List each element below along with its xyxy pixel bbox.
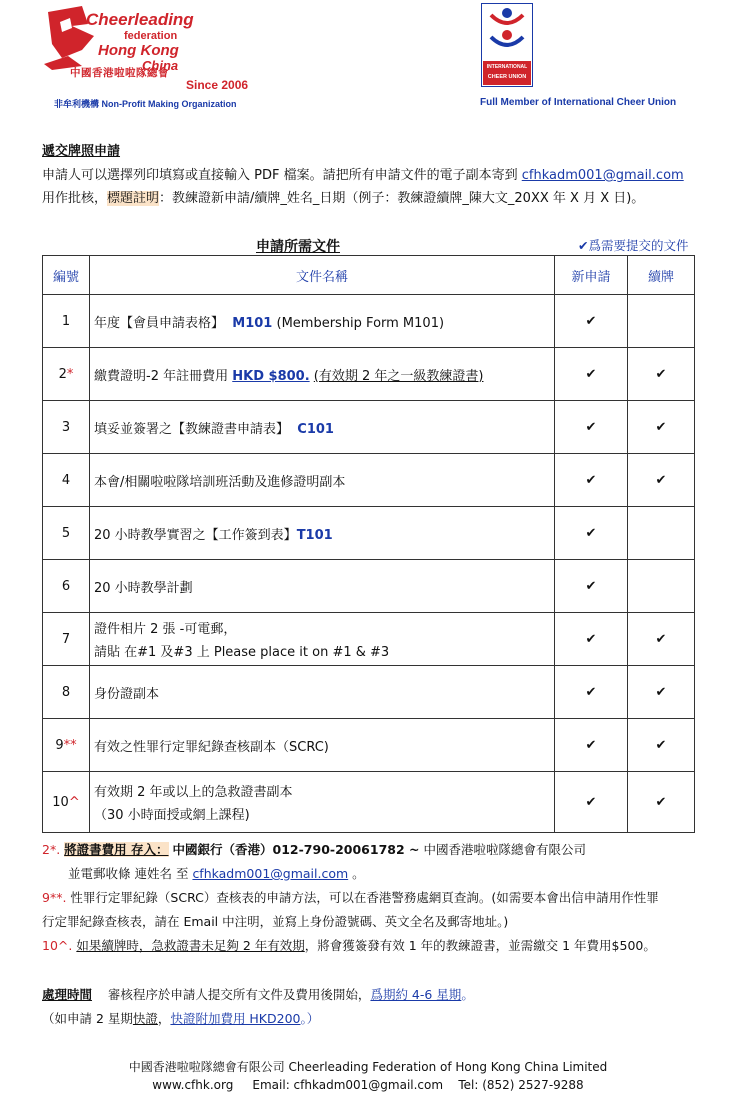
form-code: C101: [297, 421, 334, 437]
row-number: 4: [61, 472, 71, 488]
row-name: 本會/相關啦啦隊培訓班活動及進修證明副本: [94, 474, 346, 490]
footer-company: 中國香港啦啦隊總會有限公司 Cheerleading Federation of Hong Kong China Limited: [128, 1060, 608, 1074]
table-row: [43, 666, 695, 719]
form-code: M101: [232, 315, 273, 331]
check-icon: ✔: [655, 794, 667, 810]
table-row: [43, 454, 695, 507]
row-number: 5: [61, 525, 71, 541]
processing-line-2: [42, 1009, 319, 1027]
note-marker: 9**.: [42, 890, 67, 905]
row-number: 1: [61, 313, 71, 329]
check-icon: ✔: [585, 578, 597, 594]
row-number: 7: [61, 631, 71, 647]
note-9-line2: [42, 912, 508, 930]
processing-line-1: [42, 985, 474, 1003]
row-name-extra: (有效期 2 年之一級教練證書): [313, 368, 484, 384]
table-row: [43, 348, 695, 401]
intro-line-1: [42, 164, 684, 183]
intro-text-2a: 用作批核，: [42, 191, 108, 206]
org-en-line1: Cheerleading: [86, 10, 194, 29]
check-icon: ✔: [585, 631, 597, 647]
nonprofit-label: 非牟利機構 Non-Profit Making Organization: [54, 99, 237, 109]
note-marker: 2*.: [42, 842, 61, 857]
org-zh-name: 中國香港啦啦隊總會: [70, 67, 169, 79]
note-text: ，將會獲簽發有效 1 年的教練證書，並需繳交 1 年費用$500。: [304, 938, 656, 953]
org-en-line4: China: [142, 58, 179, 73]
note-text: 。: [352, 866, 365, 881]
footnote-mark: **: [63, 737, 77, 753]
table-row: [43, 507, 695, 560]
row-number: 6: [61, 578, 71, 594]
row-name-line2: 請貼 在#1 及#3 上 Please place it on #1 & #3: [94, 645, 390, 660]
check-icon: ✔: [585, 366, 597, 382]
table-header-row: [43, 256, 695, 295]
icu-badge-line1: INTERNATIONAL: [486, 64, 528, 70]
note-2-line2: [68, 864, 365, 882]
table-row: [43, 613, 695, 666]
intro-text-2b: ：教練證新申請/續牌_姓名_日期（例子：教練證續牌_陳大文_20XX 年 X 月 X 日)。: [159, 191, 645, 206]
check-icon: ✔: [585, 472, 597, 488]
row-number: 3: [61, 419, 71, 435]
bank-account: 中國銀行（香港）012-790-20061782 ~: [172, 842, 420, 857]
check-icon: ✔: [655, 737, 667, 753]
express-fee: 快證附加費用 HKD200: [170, 1011, 301, 1026]
row-name-extra: (Membership Form M101): [276, 315, 445, 331]
row-number: 8: [61, 684, 71, 700]
processing-text: ，: [157, 1011, 171, 1026]
col-header-name: 文件名稱: [90, 256, 555, 295]
footnote-mark: *: [66, 366, 74, 382]
row-name: 20 小時教學實習之【工作簽到表】: [94, 527, 297, 543]
check-icon: ✔: [585, 737, 597, 753]
check-icon: ✔: [585, 313, 597, 329]
org-en-line3: Hong Kong: [98, 42, 179, 59]
note-text-underlined: 如果續牌時，急救證書未足夠 2 年有效期: [76, 938, 305, 953]
row-number: 10: [52, 794, 69, 810]
express-label: 快證: [132, 1011, 158, 1026]
check-icon: ✔: [655, 366, 667, 382]
row-name: 有效期 2 年或以上的急救證書副本: [94, 785, 293, 800]
row-name: 有效之性罪行定罪紀錄查核副本（SCRC): [94, 739, 329, 755]
row-name: 年度【會員申請表格】: [94, 315, 225, 331]
table-row: [43, 401, 695, 454]
table-row: [43, 719, 695, 772]
full-member-label: Full Member of International Cheer Union: [480, 97, 677, 108]
subject-highlight: 標題註明: [107, 191, 160, 206]
deposit-label: 將證書費用 存入：: [64, 842, 169, 857]
section-title: 遞交牌照申請: [42, 144, 121, 159]
footer-email[interactable]: Email: cfhkadm001@gmail.com: [252, 1078, 444, 1092]
table-row: [43, 560, 695, 613]
note-10: [42, 936, 656, 954]
email-link[interactable]: cfhkadm001@gmail.com: [521, 168, 684, 183]
processing-title: 處理時間: [42, 987, 93, 1002]
row-name: 證件相片 2 張 -可電郵，: [94, 622, 237, 637]
processing-text: 。: [461, 987, 474, 1002]
form-code: T101: [296, 527, 333, 543]
note-2: [42, 840, 586, 858]
email-link[interactable]: cfhkadm001@gmail.com: [192, 866, 349, 881]
check-icon: ✔: [655, 472, 667, 488]
intro-text-1: 申請人可以選擇列印填寫或直接輸入 PDF 檔案。請把所有申請文件的電子副本寄到: [42, 168, 518, 183]
check-icon: ✔: [585, 525, 597, 541]
table-row: [43, 295, 695, 348]
row-name: 填妥並簽署之【教練證書申請表】: [94, 421, 290, 437]
check-icon: ✔: [585, 684, 597, 700]
row-number: 9: [55, 737, 64, 753]
since-label: Since 2006: [186, 78, 249, 92]
row-name: 繳費證明-2 年註冊費用: [94, 368, 229, 384]
org-en-line2: federation: [124, 30, 178, 42]
check-icon: ✔: [585, 419, 597, 435]
processing-period: 爲期約 4-6 星期: [370, 987, 462, 1002]
col-header-no: 編號: [43, 256, 90, 295]
company-name: 中國香港啦啦隊總會有限公司: [423, 842, 586, 857]
footnote-mark: ^: [68, 794, 80, 810]
table-title: 申請所需文件: [256, 239, 340, 255]
check-icon: ✔: [655, 631, 667, 647]
icu-logo: [481, 3, 533, 87]
note-text: 並電郵收條 連姓名 至: [68, 866, 189, 881]
processing-text: 審核程序於申請人提交所有文件及費用後開始，: [107, 987, 371, 1002]
note-text: 行定罪紀錄查核表，請在 Email 中注明，並寫上身份證號碼、英文全名及郵寄地址。): [42, 914, 509, 929]
check-icon: ✔: [585, 794, 597, 810]
footer-tel: Tel: (852) 2527-9288: [458, 1078, 584, 1092]
fee-amount: HKD $800.: [232, 368, 310, 384]
intro-line-2: [42, 187, 644, 206]
row-name-line2: （30 小時面授或網上課程): [94, 808, 250, 823]
check-icon: ✔: [655, 419, 667, 435]
col-header-new: 新申請: [555, 256, 628, 295]
table-row: [43, 772, 695, 833]
processing-text: 。）: [300, 1011, 320, 1026]
check-legend: ✔爲需要提交的文件: [578, 238, 689, 253]
row-name: 身份證副本: [94, 686, 160, 702]
documents-table: [42, 255, 695, 833]
note-9: [42, 888, 659, 906]
footer-contact: [0, 1078, 736, 1092]
icu-badge-line2: CHEER UNION: [487, 74, 527, 80]
note-marker: 10^.: [42, 938, 73, 953]
check-icon: ✔: [655, 684, 667, 700]
footer-website[interactable]: www.cfhk.org: [152, 1078, 234, 1092]
processing-text: （如申請 2 星期: [42, 1011, 133, 1026]
row-name: 20 小時教學計劃: [94, 580, 193, 596]
row-number: 2: [58, 366, 67, 382]
col-header-renew: 續牌: [628, 256, 695, 295]
note-text: 性罪行定罪紀錄（SCRC）查核表的申請方法，可以在香港警務處網頁查詢。(如需要本會出信申請用作性罪: [70, 890, 659, 905]
